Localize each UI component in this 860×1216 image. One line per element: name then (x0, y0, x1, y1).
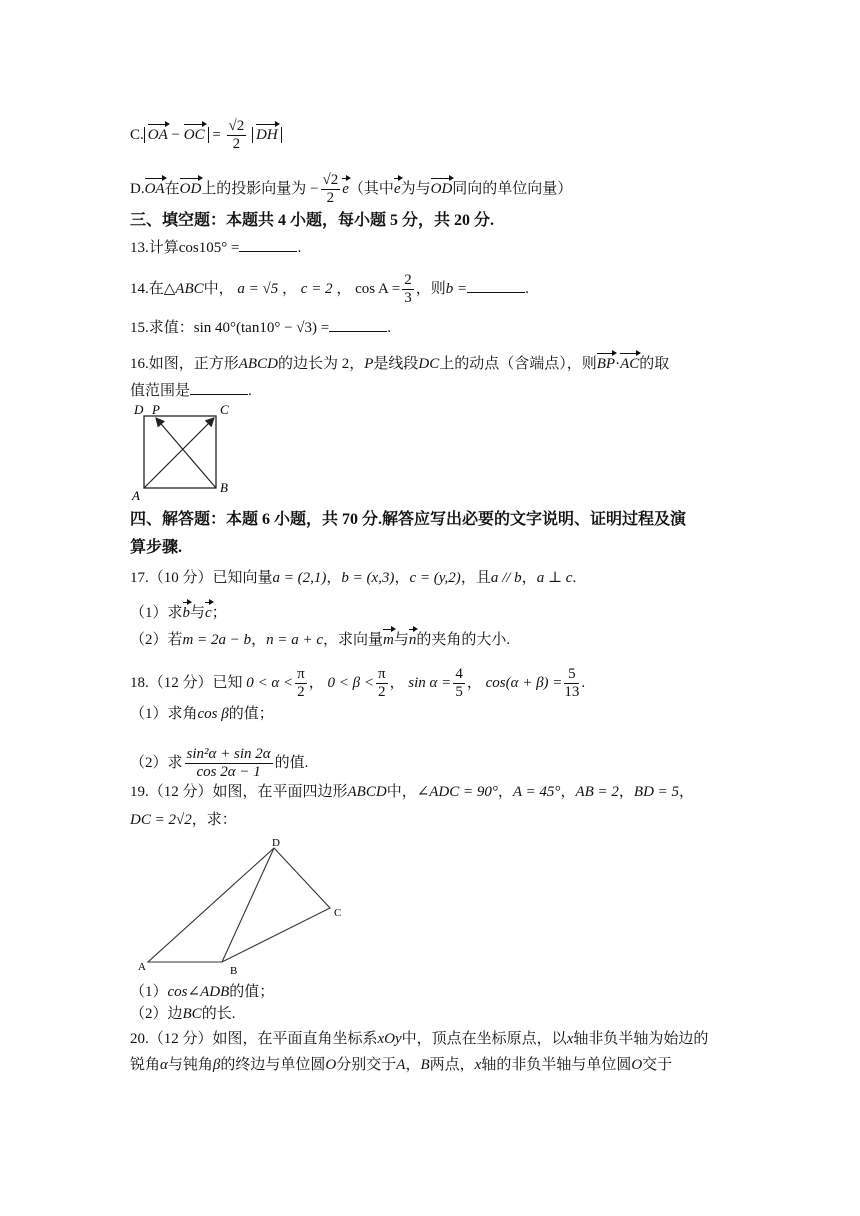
text: 的值； (229, 984, 275, 1000)
text: 的边长为 2， (277, 356, 365, 372)
denominator: 2 (297, 684, 305, 700)
question-13 (130, 237, 301, 258)
expression: a // b (490, 570, 522, 586)
denominator: 2 (232, 136, 241, 152)
fraction (185, 746, 273, 781)
text: . (297, 240, 302, 256)
text: . (581, 674, 586, 691)
question-17: 17.（10 分）已知向量a = (2,1)，b = (x,3)，c = (y,2)，且a // b，a ⊥ c. (130, 570, 577, 586)
text: 19.（12 分）如图，在平面四边形 (130, 784, 348, 800)
text: 的终边与单位圆 (220, 1057, 326, 1073)
abs-dh (252, 127, 282, 143)
label-c: C (220, 402, 229, 417)
text: 轴非负半轴为始边的 (573, 1031, 709, 1047)
label: x (474, 1057, 482, 1073)
label: α (160, 1057, 168, 1073)
expression: c = 2 (300, 280, 333, 297)
question-19-part1 (130, 982, 274, 1002)
option-d: D.OA在OD上的投影向量为 − $\frac{√2}{2}$ e（其中e为与OD同向的单位向量） (130, 172, 573, 206)
label: B (420, 1057, 430, 1073)
text: 上的投影向量为 (201, 180, 307, 197)
vector-n: n (408, 632, 417, 648)
numerator: π (297, 666, 305, 682)
expression: cos β (197, 706, 229, 722)
denominator: 13 (564, 684, 580, 700)
text: 上的动点（含端点），则 (439, 356, 597, 372)
numerator: 4 (455, 666, 463, 682)
label-d: D (134, 402, 144, 417)
denominator: cos 2α − 1 (196, 764, 261, 780)
denominator: 3 (404, 290, 412, 306)
question-18-part1 (130, 704, 274, 724)
text: 是线段 (373, 356, 419, 372)
text: 中，顶点在坐标原点，以 (401, 1031, 567, 1047)
label: A (396, 1057, 406, 1073)
text: . (572, 570, 577, 586)
text: 与 (393, 632, 409, 648)
expression: cos∠ADB (167, 984, 230, 1000)
expression: AB = 2 (575, 784, 619, 800)
label: O (631, 1057, 643, 1073)
expression: DC = 2√2 (130, 812, 192, 828)
vector-od: OD (430, 180, 453, 197)
expression: m = 2a − b (182, 632, 252, 648)
vector-oa: OA (147, 126, 168, 143)
fraction (453, 666, 465, 701)
numerator: √2 (322, 172, 339, 188)
text: . (525, 280, 529, 297)
vector-oc: OC (183, 126, 205, 143)
question-20-line2 (130, 1055, 672, 1075)
text: 20.（12 分）如图，在平面直角坐标系 (130, 1031, 378, 1047)
question-14: 14.在△ABC中， a = √5 ， c = 2 ， cos A = $\frac{2}{3}$ ，则b = . (130, 272, 529, 306)
vector-b: b = (x,3) (341, 570, 395, 586)
label-d: D (272, 837, 280, 849)
text: 的取 (639, 356, 670, 372)
question-16-line2 (130, 380, 252, 401)
triangle: △ABC (163, 280, 204, 297)
label-a: A (132, 488, 140, 502)
expression: a ⊥ c (536, 570, 573, 586)
fraction (376, 666, 388, 701)
question-19-line1: 19.（12 分）如图，在平面四边形ABCD中，∠ADC = 90°，A = 45°，AB = 2，BD = 5， (130, 784, 695, 800)
label: β (212, 1057, 221, 1073)
text: . (387, 320, 391, 336)
text: 交于 (642, 1057, 673, 1073)
question-15 (130, 317, 391, 338)
label: xOy (377, 1031, 402, 1047)
text: 中， (203, 280, 234, 297)
text: 与钝角 (167, 1057, 213, 1073)
text: . (248, 383, 252, 399)
expression: a = √5 (237, 280, 279, 297)
vector-bp: BP (596, 356, 616, 372)
fraction (402, 272, 414, 307)
abs-expr: OA − OC (144, 127, 209, 143)
expression: sin 40°(tan10° − √3) = (193, 320, 330, 336)
label: ABCD (238, 356, 278, 372)
label-p: P (152, 402, 160, 417)
expression: cos(α + β) = (485, 674, 563, 691)
text: （2）若 (130, 632, 183, 648)
text: 13.计算 (130, 240, 179, 256)
numerator: sin²α + sin 2α (186, 746, 271, 762)
text: 为与 (400, 180, 431, 197)
question-19-part2 (130, 1004, 235, 1024)
text: 与 (190, 605, 206, 621)
label-b: B (220, 480, 228, 495)
answer-blank (239, 237, 297, 252)
section-4-heading-line1: 四、解答题：本题 6 小题，共 70 分.解答应写出必要的文字说明、证明过程及演 (130, 511, 687, 528)
text: ，求： (191, 812, 237, 828)
text: （2）求 (130, 754, 183, 771)
text: 同向的单位向量） (452, 180, 573, 197)
text: 17.（10 分）已知向量 (130, 570, 273, 586)
text: ，求向量 (323, 632, 384, 648)
fraction (295, 666, 307, 701)
text: 值范围是 (130, 383, 191, 399)
question-17-part2: （2）若m = 2a − b，n = a + c，求向量m与n的夹角的大小. (130, 632, 511, 648)
vector-e: e (342, 180, 349, 197)
text: （1）求角 (130, 706, 198, 722)
text: 16.如图，正方形 (130, 356, 239, 372)
text: 分别交于 (336, 1057, 397, 1073)
section-4-heading-line2: 算步骤. (130, 539, 183, 556)
question-16-line1 (130, 354, 669, 374)
text: 轴的非负半轴与单位圆 (481, 1057, 632, 1073)
expression: BD = 5 (633, 784, 680, 800)
vector-ac: AC (620, 356, 640, 372)
vector-b: b (182, 605, 191, 621)
text: ，且 (460, 570, 491, 586)
question-18: 18.（12 分）已知 0 < α < $\frac{\pi}{2}$ ， 0 < β < $\frac{\pi}{2}$ ， sin α = $\frac{4}{5}$ ， cos(α + β) = $\frac{5}{13}$ . (130, 666, 586, 700)
vector-od: OD (179, 180, 202, 197)
vector-dh: DH (256, 126, 278, 143)
text: （2）边 (130, 1006, 183, 1022)
text: （1） (130, 984, 168, 1000)
text: 的长. (201, 1006, 236, 1022)
option-label: C. (130, 126, 144, 143)
fraction (564, 666, 579, 701)
answer-blank (329, 317, 387, 332)
denominator: 2 (326, 190, 335, 206)
expression: ∠ADC = 90° (416, 784, 498, 800)
label: O (325, 1057, 337, 1073)
text: ， (405, 1057, 421, 1073)
answer-blank (467, 278, 525, 293)
text: 18.（12 分）已知 (130, 674, 243, 691)
expression: n = a + c (266, 632, 324, 648)
label: P (364, 356, 374, 372)
label-a: A (138, 961, 146, 973)
label-c: C (334, 907, 342, 919)
question-17-part1 (130, 603, 227, 623)
label: x (566, 1031, 574, 1047)
numerator: 2 (404, 272, 412, 288)
text: （1）求 (130, 605, 183, 621)
denominator: 5 (455, 684, 463, 700)
label: DC (418, 356, 440, 372)
vector-m: m (383, 632, 394, 648)
answer-blank (190, 380, 248, 395)
fraction (321, 172, 341, 207)
text: 15.求值： (130, 320, 194, 336)
label: ABCD (347, 784, 387, 800)
text: 的值. (274, 754, 309, 771)
quadrilateral (148, 848, 330, 962)
section-3-heading: 三、填空题：本题共 4 小题，每小题 5 分，共 20 分. (130, 212, 495, 229)
text: 两点， (429, 1057, 475, 1073)
expression: A = 45° (512, 784, 561, 800)
numerator: π (377, 666, 386, 682)
fraction (227, 118, 247, 153)
text: 14.在 (130, 280, 164, 297)
text: 在 (164, 180, 180, 197)
question-20-line1 (130, 1029, 708, 1049)
text: 锐角 (130, 1057, 161, 1073)
vector-c: c (205, 605, 212, 621)
text: · (615, 356, 621, 372)
numerator: √2 (228, 118, 245, 134)
vector-a: a = (2,1) (272, 570, 327, 586)
text: 的值； (228, 706, 274, 722)
diagonal-bd (222, 848, 274, 962)
expression: 0 < β < (327, 674, 374, 691)
expression: sin α = (408, 674, 452, 691)
text: ； (211, 605, 227, 621)
label-b: B (230, 965, 238, 976)
expression: b = (445, 280, 468, 297)
vector-c: c = (y,2) (409, 570, 461, 586)
text: 中， (386, 784, 417, 800)
text: ， (679, 784, 695, 800)
vector-ac-line (144, 418, 214, 488)
vector-e: e (393, 180, 401, 197)
vector-bp-line (156, 418, 216, 488)
option-c: C. OA − OC = $\frac{√2}{2}$ DH (130, 118, 282, 153)
expression: cos105° = (178, 240, 240, 256)
option-label: D. (130, 180, 145, 197)
denominator: 2 (377, 684, 386, 700)
vector-oa: OA (144, 180, 165, 197)
figure-19-quadrilateral (134, 834, 358, 976)
label: BC (182, 1006, 202, 1022)
text: ，则 (415, 280, 446, 297)
text: 的夹角的大小. (416, 632, 511, 648)
numerator: 5 (564, 666, 579, 684)
text: （其中 (348, 180, 394, 197)
question-19-line2 (130, 810, 237, 830)
expression: 0 < α < (246, 674, 294, 691)
expression: cos A = (355, 280, 401, 297)
question-18-part2 (130, 746, 308, 781)
figure-16-square (128, 400, 238, 502)
